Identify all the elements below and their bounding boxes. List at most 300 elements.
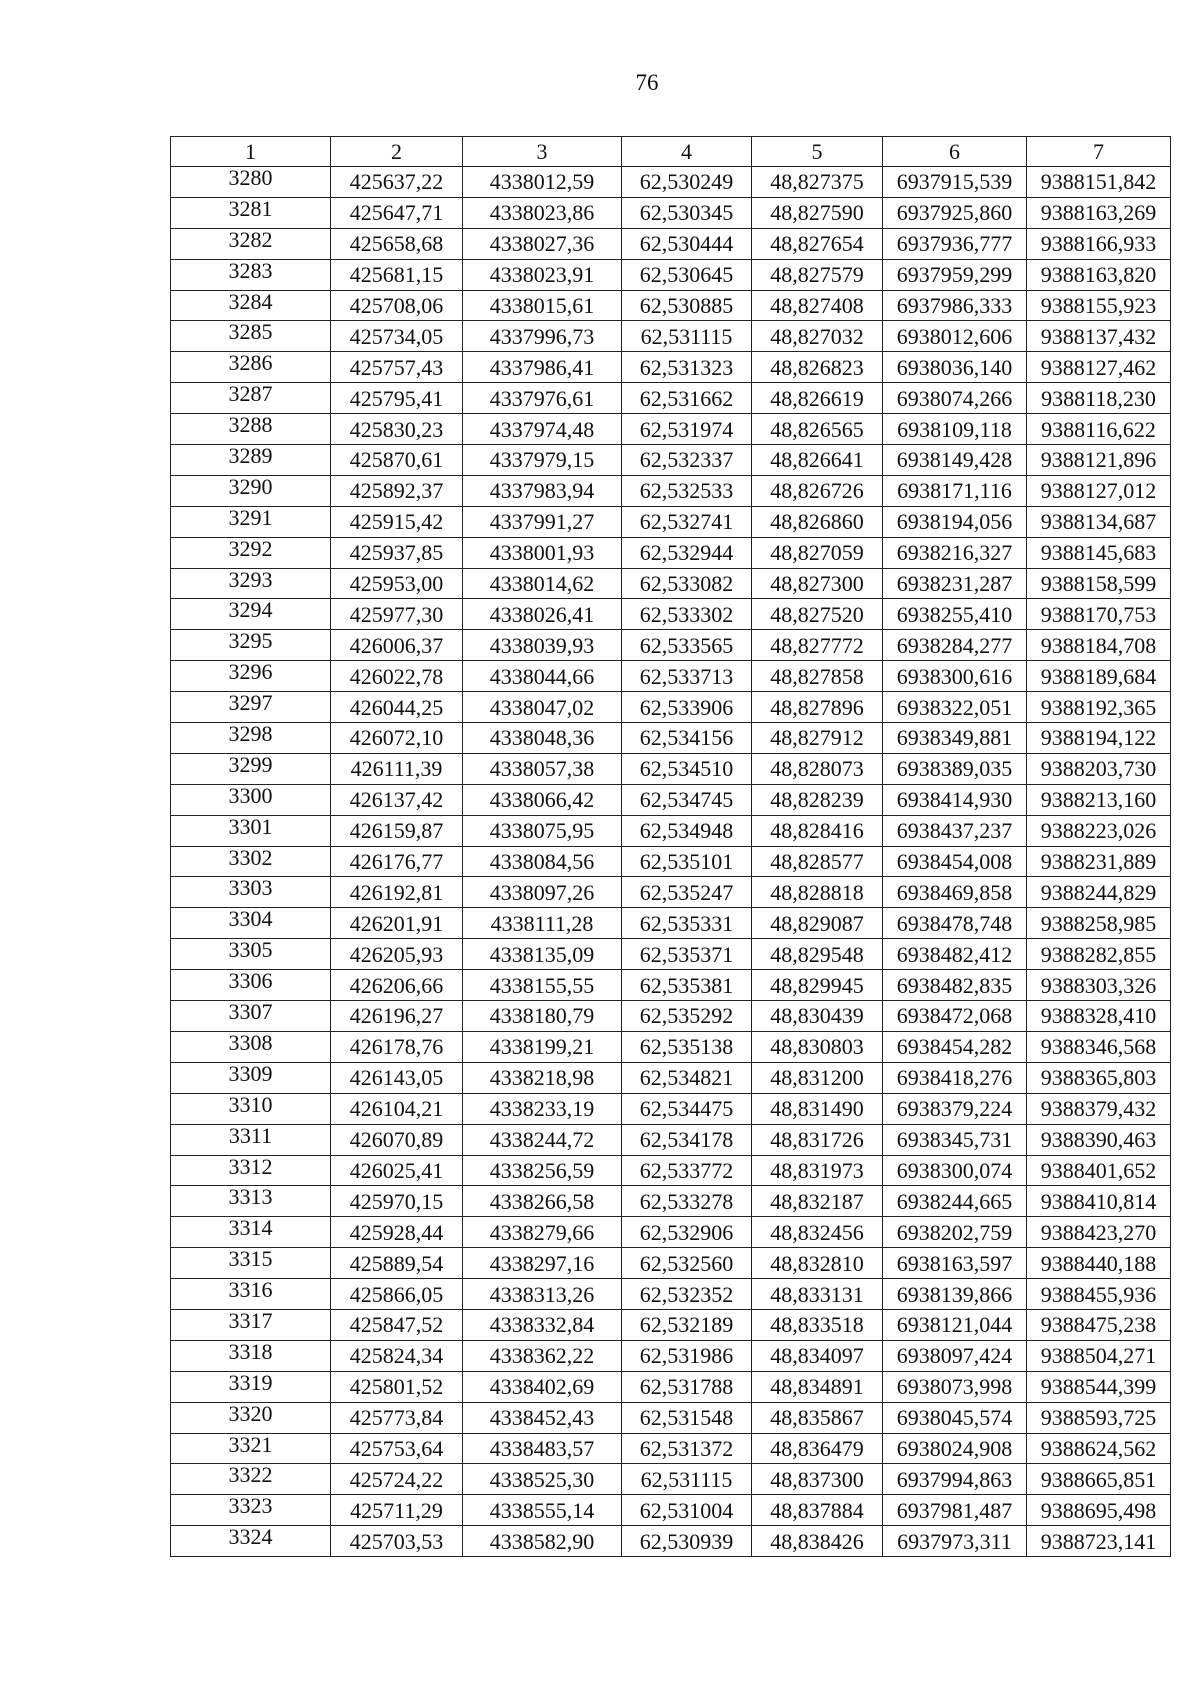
latitude-cell: 62,535247 [622,877,752,908]
x-projected-cell: 6938202,759 [883,1217,1027,1248]
longitude-cell: 48,832456 [752,1217,883,1248]
y-coordinate-cell: 4338012,59 [463,167,622,198]
table-row [171,290,1171,321]
x-projected-cell: 6937994,863 [883,1464,1027,1495]
point-number-cell: 3299 [171,753,331,784]
table-row [171,259,1171,290]
table-row [171,568,1171,599]
x-coordinate-cell: 426201,91 [331,908,463,939]
table-row [171,1279,1171,1310]
x-coordinate-cell: 425753,64 [331,1433,463,1464]
table-row [171,939,1171,970]
longitude-cell: 48,830803 [752,1031,883,1062]
table-row [171,1495,1171,1526]
longitude-cell: 48,827912 [752,723,883,754]
latitude-cell: 62,532533 [622,475,752,506]
x-projected-cell: 6938149,428 [883,445,1027,476]
x-projected-cell: 6937959,299 [883,259,1027,290]
longitude-cell: 48,831490 [752,1093,883,1124]
x-coordinate-cell: 426025,41 [331,1155,463,1186]
latitude-cell: 62,531548 [622,1402,752,1433]
table-row [171,352,1171,383]
y-projected-cell: 9388151,842 [1027,167,1171,198]
y-projected-cell: 9388118,230 [1027,383,1171,414]
x-projected-cell: 6938139,866 [883,1279,1027,1310]
latitude-cell: 62,531323 [622,352,752,383]
longitude-cell: 48,837300 [752,1464,883,1495]
x-projected-cell: 6938300,616 [883,661,1027,692]
y-projected-cell: 9388504,271 [1027,1340,1171,1371]
x-coordinate-cell: 426070,89 [331,1124,463,1155]
longitude-cell: 48,828416 [752,815,883,846]
x-projected-cell: 6937986,333 [883,290,1027,321]
table-row [171,723,1171,754]
table-row [171,1526,1171,1557]
table-row [171,599,1171,630]
point-number-cell: 3284 [171,290,331,321]
y-projected-cell: 9388121,896 [1027,445,1171,476]
y-projected-cell: 9388127,462 [1027,352,1171,383]
y-projected-cell: 9388303,326 [1027,970,1171,1001]
latitude-cell: 62,530345 [622,197,752,228]
x-projected-cell: 6938349,881 [883,723,1027,754]
point-number-cell: 3304 [171,908,331,939]
y-coordinate-cell: 4338256,59 [463,1155,622,1186]
point-number-cell: 3315 [171,1248,331,1279]
x-coordinate-cell: 426192,81 [331,877,463,908]
point-number-cell: 3316 [171,1279,331,1310]
point-number-cell: 3281 [171,197,331,228]
y-projected-cell: 9388423,270 [1027,1217,1171,1248]
table-row [171,784,1171,815]
x-projected-cell: 6938171,116 [883,475,1027,506]
longitude-cell: 48,828073 [752,753,883,784]
y-coordinate-cell: 4338039,93 [463,630,622,661]
table-row [171,1371,1171,1402]
y-coordinate-cell: 4338097,26 [463,877,622,908]
x-coordinate-cell: 426137,42 [331,784,463,815]
y-projected-cell: 9388127,012 [1027,475,1171,506]
point-number-cell: 3301 [171,815,331,846]
column-header-5: 5 [752,137,883,167]
longitude-cell: 48,829945 [752,970,883,1001]
latitude-cell: 62,534745 [622,784,752,815]
x-coordinate-cell: 425970,15 [331,1186,463,1217]
point-number-cell: 3320 [171,1402,331,1433]
x-coordinate-cell: 426159,87 [331,815,463,846]
x-coordinate-cell: 425953,00 [331,568,463,599]
table-row [171,908,1171,939]
x-coordinate-cell: 425937,85 [331,537,463,568]
point-number-cell: 3317 [171,1309,331,1340]
table-row [171,414,1171,445]
x-projected-cell: 6938469,858 [883,877,1027,908]
point-number-cell: 3280 [171,167,331,198]
point-number-cell: 3305 [171,939,331,970]
y-coordinate-cell: 4338297,16 [463,1248,622,1279]
y-projected-cell: 9388155,923 [1027,290,1171,321]
longitude-cell: 48,838426 [752,1526,883,1557]
table-row [171,1093,1171,1124]
y-coordinate-cell: 4338111,28 [463,908,622,939]
y-projected-cell: 9388258,985 [1027,908,1171,939]
longitude-cell: 48,827520 [752,599,883,630]
point-number-cell: 3311 [171,1124,331,1155]
x-projected-cell: 6938216,327 [883,537,1027,568]
coordinates-table [170,136,1171,1557]
table-row [171,1340,1171,1371]
x-coordinate-cell: 426072,10 [331,723,463,754]
longitude-cell: 48,826823 [752,352,883,383]
y-projected-cell: 9388410,814 [1027,1186,1171,1217]
y-projected-cell: 9388390,463 [1027,1124,1171,1155]
table-row [171,383,1171,414]
x-coordinate-cell: 425703,53 [331,1526,463,1557]
x-coordinate-cell: 425647,71 [331,197,463,228]
latitude-cell: 62,531372 [622,1433,752,1464]
x-coordinate-cell: 426196,27 [331,1001,463,1032]
longitude-cell: 48,833131 [752,1279,883,1310]
latitude-cell: 62,532560 [622,1248,752,1279]
point-number-cell: 3297 [171,692,331,723]
latitude-cell: 62,530645 [622,259,752,290]
table-row [171,445,1171,476]
y-projected-cell: 9388163,820 [1027,259,1171,290]
table-row [171,661,1171,692]
longitude-cell: 48,829548 [752,939,883,970]
point-number-cell: 3282 [171,228,331,259]
longitude-cell: 48,827772 [752,630,883,661]
latitude-cell: 62,532352 [622,1279,752,1310]
x-projected-cell: 6938036,140 [883,352,1027,383]
latitude-cell: 62,531974 [622,414,752,445]
point-number-cell: 3318 [171,1340,331,1371]
y-coordinate-cell: 4338048,36 [463,723,622,754]
x-coordinate-cell: 426044,25 [331,692,463,723]
point-number-cell: 3283 [171,259,331,290]
point-number-cell: 3319 [171,1371,331,1402]
y-coordinate-cell: 4338582,90 [463,1526,622,1557]
x-projected-cell: 6938437,237 [883,815,1027,846]
longitude-cell: 48,827590 [752,197,883,228]
longitude-cell: 48,827408 [752,290,883,321]
x-projected-cell: 6938255,410 [883,599,1027,630]
table-row [171,1124,1171,1155]
table-row [171,1309,1171,1340]
table-row [171,1001,1171,1032]
x-projected-cell: 6938073,998 [883,1371,1027,1402]
x-coordinate-cell: 425681,15 [331,259,463,290]
longitude-cell: 48,830439 [752,1001,883,1032]
table-header-row [171,137,1171,167]
latitude-cell: 62,534156 [622,723,752,754]
table-row [171,506,1171,537]
latitude-cell: 62,532189 [622,1309,752,1340]
y-projected-cell: 9388163,269 [1027,197,1171,228]
x-projected-cell: 6938244,665 [883,1186,1027,1217]
latitude-cell: 62,532741 [622,506,752,537]
y-coordinate-cell: 4338014,62 [463,568,622,599]
latitude-cell: 62,533565 [622,630,752,661]
y-projected-cell: 9388593,725 [1027,1402,1171,1433]
y-projected-cell: 9388170,753 [1027,599,1171,630]
x-projected-cell: 6938414,930 [883,784,1027,815]
y-coordinate-cell: 4338180,79 [463,1001,622,1032]
x-coordinate-cell: 425711,29 [331,1495,463,1526]
y-coordinate-cell: 4338027,36 [463,228,622,259]
latitude-cell: 62,532337 [622,445,752,476]
x-coordinate-cell: 426111,39 [331,753,463,784]
y-projected-cell: 9388365,803 [1027,1062,1171,1093]
longitude-cell: 48,833518 [752,1309,883,1340]
longitude-cell: 48,827579 [752,259,883,290]
x-projected-cell: 6938454,008 [883,846,1027,877]
y-projected-cell: 9388440,188 [1027,1248,1171,1279]
latitude-cell: 62,534178 [622,1124,752,1155]
point-number-cell: 3286 [171,352,331,383]
point-number-cell: 3306 [171,970,331,1001]
x-projected-cell: 6938074,266 [883,383,1027,414]
x-projected-cell: 6938379,224 [883,1093,1027,1124]
y-coordinate-cell: 4338135,09 [463,939,622,970]
table-row [171,167,1171,198]
table-row [171,1186,1171,1217]
table-row [171,1248,1171,1279]
latitude-cell: 62,531986 [622,1340,752,1371]
longitude-cell: 48,827654 [752,228,883,259]
x-projected-cell: 6938121,044 [883,1309,1027,1340]
y-coordinate-cell: 4338023,91 [463,259,622,290]
longitude-cell: 48,837884 [752,1495,883,1526]
latitude-cell: 62,534475 [622,1093,752,1124]
longitude-cell: 48,827858 [752,661,883,692]
y-projected-cell: 9388189,684 [1027,661,1171,692]
longitude-cell: 48,836479 [752,1433,883,1464]
x-projected-cell: 6938472,068 [883,1001,1027,1032]
y-coordinate-cell: 4338483,57 [463,1433,622,1464]
table-row [171,877,1171,908]
y-coordinate-cell: 4337986,41 [463,352,622,383]
y-coordinate-cell: 4337974,48 [463,414,622,445]
x-projected-cell: 6938284,277 [883,630,1027,661]
table-row [171,1155,1171,1186]
column-header-6: 6 [883,137,1027,167]
column-header-7: 7 [1027,137,1171,167]
table-row [171,1062,1171,1093]
latitude-cell: 62,535292 [622,1001,752,1032]
point-number-cell: 3313 [171,1186,331,1217]
y-projected-cell: 9388145,683 [1027,537,1171,568]
point-number-cell: 3307 [171,1001,331,1032]
latitude-cell: 62,531788 [622,1371,752,1402]
longitude-cell: 48,828577 [752,846,883,877]
x-coordinate-cell: 425866,05 [331,1279,463,1310]
x-projected-cell: 6938478,748 [883,908,1027,939]
x-projected-cell: 6938300,074 [883,1155,1027,1186]
latitude-cell: 62,533772 [622,1155,752,1186]
latitude-cell: 62,533906 [622,692,752,723]
y-coordinate-cell: 4338402,69 [463,1371,622,1402]
point-number-cell: 3296 [171,661,331,692]
y-projected-cell: 9388134,687 [1027,506,1171,537]
point-number-cell: 3322 [171,1464,331,1495]
y-projected-cell: 9388624,562 [1027,1433,1171,1464]
y-projected-cell: 9388203,730 [1027,753,1171,784]
table-row [171,815,1171,846]
x-projected-cell: 6938482,412 [883,939,1027,970]
y-projected-cell: 9388455,936 [1027,1279,1171,1310]
y-coordinate-cell: 4338015,61 [463,290,622,321]
longitude-cell: 48,828239 [752,784,883,815]
table-row [171,846,1171,877]
point-number-cell: 3291 [171,506,331,537]
point-number-cell: 3288 [171,414,331,445]
y-projected-cell: 9388231,889 [1027,846,1171,877]
y-coordinate-cell: 4337979,15 [463,445,622,476]
y-coordinate-cell: 4338452,43 [463,1402,622,1433]
latitude-cell: 62,533082 [622,568,752,599]
y-projected-cell: 9388723,141 [1027,1526,1171,1557]
longitude-cell: 48,829087 [752,908,883,939]
x-projected-cell: 6938454,282 [883,1031,1027,1062]
point-number-cell: 3323 [171,1495,331,1526]
latitude-cell: 62,535331 [622,908,752,939]
longitude-cell: 48,827300 [752,568,883,599]
x-projected-cell: 6937915,539 [883,167,1027,198]
longitude-cell: 48,828818 [752,877,883,908]
y-coordinate-cell: 4337983,94 [463,475,622,506]
x-projected-cell: 6938024,908 [883,1433,1027,1464]
x-projected-cell: 6937981,487 [883,1495,1027,1526]
latitude-cell: 62,532906 [622,1217,752,1248]
y-coordinate-cell: 4338313,26 [463,1279,622,1310]
x-projected-cell: 6938163,597 [883,1248,1027,1279]
latitude-cell: 62,530939 [622,1526,752,1557]
y-coordinate-cell: 4338332,84 [463,1309,622,1340]
x-projected-cell: 6938482,835 [883,970,1027,1001]
longitude-cell: 48,826726 [752,475,883,506]
x-projected-cell: 6938194,056 [883,506,1027,537]
column-header-4: 4 [622,137,752,167]
longitude-cell: 48,834891 [752,1371,883,1402]
y-projected-cell: 9388346,568 [1027,1031,1171,1062]
latitude-cell: 62,534948 [622,815,752,846]
table-row [171,228,1171,259]
table-row [171,197,1171,228]
y-projected-cell: 9388379,432 [1027,1093,1171,1124]
latitude-cell: 62,532944 [622,537,752,568]
longitude-cell: 48,832187 [752,1186,883,1217]
point-number-cell: 3289 [171,445,331,476]
x-coordinate-cell: 426176,77 [331,846,463,877]
latitude-cell: 62,531004 [622,1495,752,1526]
point-number-cell: 3300 [171,784,331,815]
point-number-cell: 3312 [171,1155,331,1186]
y-coordinate-cell: 4338075,95 [463,815,622,846]
x-projected-cell: 6938322,051 [883,692,1027,723]
x-coordinate-cell: 426143,05 [331,1062,463,1093]
column-header-1: 1 [171,137,331,167]
x-projected-cell: 6938012,606 [883,321,1027,352]
point-number-cell: 3303 [171,877,331,908]
y-projected-cell: 9388282,855 [1027,939,1171,970]
y-projected-cell: 9388158,599 [1027,568,1171,599]
table-row [171,1031,1171,1062]
point-number-cell: 3302 [171,846,331,877]
x-coordinate-cell: 425637,22 [331,167,463,198]
point-number-cell: 3292 [171,537,331,568]
y-coordinate-cell: 4338066,42 [463,784,622,815]
y-projected-cell: 9388223,026 [1027,815,1171,846]
table-row [171,1433,1171,1464]
latitude-cell: 62,533713 [622,661,752,692]
y-coordinate-cell: 4338233,19 [463,1093,622,1124]
longitude-cell: 48,826641 [752,445,883,476]
point-number-cell: 3287 [171,383,331,414]
x-coordinate-cell: 425724,22 [331,1464,463,1495]
longitude-cell: 48,834097 [752,1340,883,1371]
table-row [171,630,1171,661]
x-projected-cell: 6938389,035 [883,753,1027,784]
longitude-cell: 48,831726 [752,1124,883,1155]
x-coordinate-cell: 425801,52 [331,1371,463,1402]
latitude-cell: 62,533302 [622,599,752,630]
point-number-cell: 3310 [171,1093,331,1124]
y-coordinate-cell: 4338001,93 [463,537,622,568]
y-projected-cell: 9388401,652 [1027,1155,1171,1186]
table-body [171,167,1171,1557]
point-number-cell: 3293 [171,568,331,599]
x-coordinate-cell: 425824,34 [331,1340,463,1371]
y-coordinate-cell: 4338279,66 [463,1217,622,1248]
y-projected-cell: 9388328,410 [1027,1001,1171,1032]
table-row [171,970,1171,1001]
longitude-cell: 48,835867 [752,1402,883,1433]
point-number-cell: 3290 [171,475,331,506]
y-coordinate-cell: 4337991,27 [463,506,622,537]
longitude-cell: 48,832810 [752,1248,883,1279]
y-coordinate-cell: 4338044,66 [463,661,622,692]
table-row [171,321,1171,352]
x-projected-cell: 6938418,276 [883,1062,1027,1093]
x-projected-cell: 6937936,777 [883,228,1027,259]
longitude-cell: 48,827896 [752,692,883,723]
longitude-cell: 48,827059 [752,537,883,568]
x-coordinate-cell: 425870,61 [331,445,463,476]
x-coordinate-cell: 426104,21 [331,1093,463,1124]
y-coordinate-cell: 4338047,02 [463,692,622,723]
longitude-cell: 48,826565 [752,414,883,445]
y-coordinate-cell: 4338199,21 [463,1031,622,1062]
x-coordinate-cell: 425830,23 [331,414,463,445]
point-number-cell: 3309 [171,1062,331,1093]
x-coordinate-cell: 425892,37 [331,475,463,506]
page-number: 76 [635,70,659,95]
x-projected-cell: 6937973,311 [883,1526,1027,1557]
y-projected-cell: 9388116,622 [1027,414,1171,445]
table-row [171,537,1171,568]
table-row [171,1464,1171,1495]
latitude-cell: 62,530444 [622,228,752,259]
x-coordinate-cell: 425773,84 [331,1402,463,1433]
y-coordinate-cell: 4338084,56 [463,846,622,877]
y-coordinate-cell: 4338023,86 [463,197,622,228]
latitude-cell: 62,530885 [622,290,752,321]
point-number-cell: 3285 [171,321,331,352]
latitude-cell: 62,534510 [622,753,752,784]
x-coordinate-cell: 425658,68 [331,228,463,259]
latitude-cell: 62,535138 [622,1031,752,1062]
